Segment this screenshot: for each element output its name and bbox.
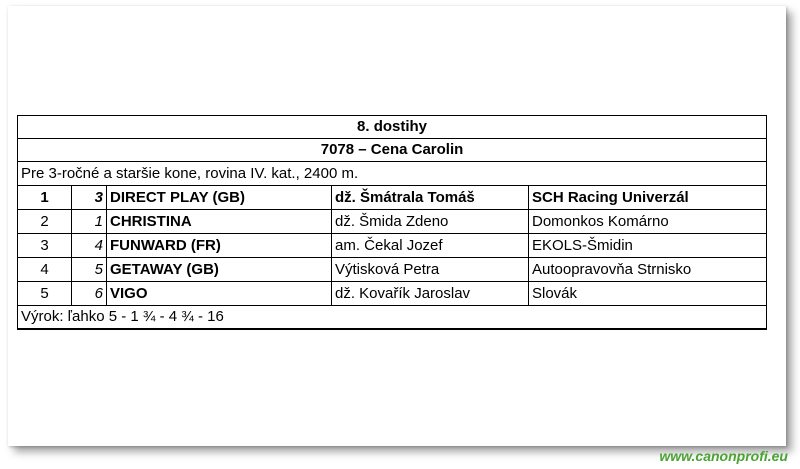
start-number-cell: 4 <box>72 234 107 258</box>
race-name: 7078 – Cena Carolin <box>18 139 767 162</box>
table-row <box>18 186 767 210</box>
start-number-cell: 6 <box>72 282 107 306</box>
owner-cell: Autoopravovňa Strnisko <box>529 258 767 282</box>
start-number-cell: 3 <box>72 186 107 210</box>
jockey-cell: am. Čekal Jozef <box>332 234 529 258</box>
race-conditions: Pre 3-ročné a staršie kone, rovina IV. kat., 2400 m. <box>18 162 767 186</box>
horse-cell: CHRISTINA <box>107 210 332 234</box>
jockey-cell: Výtisková Petra <box>332 258 529 282</box>
race-result-table <box>17 115 767 330</box>
table-row <box>18 234 767 258</box>
horse-cell: FUNWARD (FR) <box>107 234 332 258</box>
horse-cell: VIGO <box>107 282 332 306</box>
table-row <box>18 258 767 282</box>
position-cell: 1 <box>18 186 72 210</box>
position-cell: 3 <box>18 234 72 258</box>
position-cell: 5 <box>18 282 72 306</box>
watermark-link[interactable]: www.canonprofi.eu <box>659 448 788 464</box>
position-cell: 4 <box>18 258 72 282</box>
position-cell: 2 <box>18 210 72 234</box>
start-number-cell: 5 <box>72 258 107 282</box>
start-number-cell: 1 <box>72 210 107 234</box>
owner-cell: Slovák <box>529 282 767 306</box>
owner-cell: Domonkos Komárno <box>529 210 767 234</box>
race-verdict: Výrok: ľahko 5 - 1 ¾ - 4 ¾ - 16 <box>18 306 767 330</box>
jockey-cell: dž. Kovařík Jaroslav <box>332 282 529 306</box>
race-heading: 8. dostihy <box>18 116 767 139</box>
owner-cell: SCH Racing Univerzál <box>529 186 767 210</box>
horse-cell: DIRECT PLAY (GB) <box>107 186 332 210</box>
table-row <box>18 282 767 306</box>
owner-cell: EKOLS-Šmidin <box>529 234 767 258</box>
horse-cell: GETAWAY (GB) <box>107 258 332 282</box>
jockey-cell: dž. Šmida Zdeno <box>332 210 529 234</box>
jockey-cell: dž. Šmátrala Tomáš <box>332 186 529 210</box>
table-row <box>18 210 767 234</box>
